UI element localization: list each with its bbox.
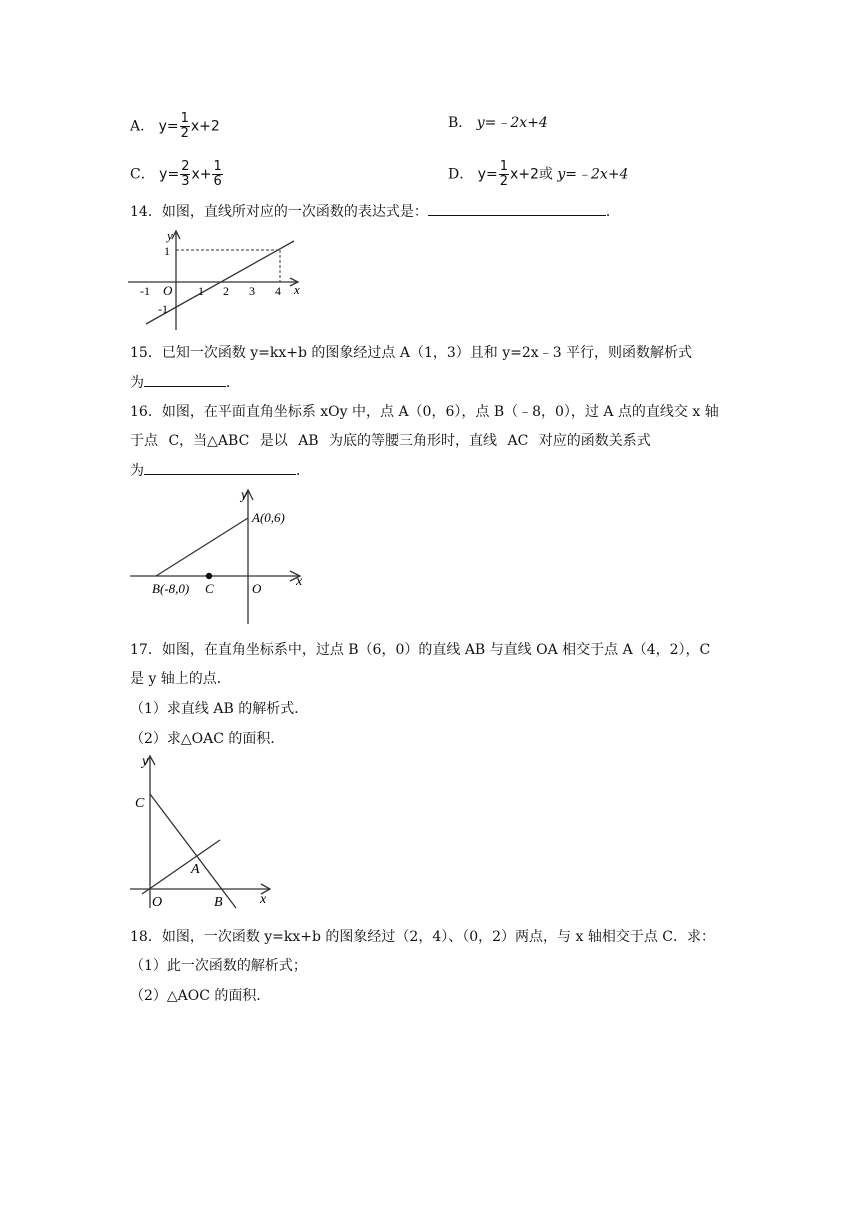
option-d-numerator: 1 (499, 159, 508, 174)
q17-graph (128, 752, 278, 910)
question-18-line-1: 18．如图，一次函数 y=kx+b 的图象经过（2，4）、（0，2）两点，与 x 轴相交于点 C．求： (130, 929, 716, 945)
q17-a-label: A (191, 862, 200, 877)
q14-origin-label: O (163, 283, 173, 298)
q16-origin-label: O (252, 581, 262, 596)
option-c-fraction-1 (180, 160, 190, 189)
q17-b-label: B (214, 895, 223, 910)
option-c-denominator-2: 6 (213, 174, 222, 189)
option-c-numerator-1: 2 (181, 159, 190, 174)
option-c-middle: x+ (191, 166, 212, 183)
q16-point-c (206, 573, 212, 579)
answer-blank-14 (428, 201, 606, 216)
answer-blank-16 (144, 460, 296, 475)
option-b-label: B． (448, 115, 473, 131)
q16-c-label: C (205, 581, 214, 596)
q14-tick-y-1: 1 (164, 244, 170, 258)
option-d-fraction (499, 160, 509, 189)
q17-x-label: x (260, 892, 267, 907)
option-a-label: A． (130, 118, 155, 135)
question-16-line-3 (130, 460, 310, 481)
q14-tick-x-4: 4 (275, 284, 281, 298)
option-d-label: D． (448, 166, 474, 183)
q17-line-oa (142, 840, 220, 894)
q16-y-label: y (241, 488, 248, 503)
option-c-prefix: y= (159, 166, 180, 183)
question-15-line-1: 15．已知一次函数 y=kx+b 的图象经过点 A（1，3）且和 y=2x﹣3 平行，则函数解析式 (130, 345, 693, 361)
question-17-sub-1: （1）求直线 AB 的解析式． (130, 701, 309, 717)
question-15-prefix: 为 (130, 375, 144, 391)
option-d-or: 或 (538, 166, 553, 183)
q14-y-label: y (167, 228, 173, 243)
question-15-line-2 (130, 372, 240, 393)
option-d-denominator: 2 (499, 174, 508, 189)
question-16-line-1: 16．如图，在平面直角坐标系 xOy 中，点 A（0，6），点 B（﹣8，0），过 A 点的直线交 x 轴 (130, 404, 719, 420)
option-c-fraction-2 (212, 160, 222, 189)
question-14 (130, 201, 620, 222)
option-a-suffix: x+2 (190, 118, 220, 135)
q16-segment-ab (156, 518, 248, 576)
option-b-expression: y=﹣2x+4 (476, 115, 548, 131)
question-16-prefix: 为 (130, 463, 144, 479)
option-d (448, 160, 628, 189)
question-16-end: ． (296, 463, 310, 479)
option-a-numerator: 1 (180, 111, 189, 126)
question-15-end: ． (226, 375, 240, 391)
option-d-prefix: y= (477, 166, 498, 183)
q16-graph (128, 484, 308, 626)
option-a (130, 112, 220, 141)
q14-tick-x-2: 2 (223, 284, 229, 298)
option-c-denominator-1: 3 (181, 174, 190, 189)
q14-tick-x-neg1: -1 (140, 284, 150, 298)
question-17-sub-2: （2）求△OAC 的面积． (130, 731, 285, 747)
option-b (448, 113, 548, 133)
q16-x-label: x (296, 574, 303, 589)
option-a-prefix: y= (158, 118, 179, 135)
q16-a-label: A(0,6) (252, 510, 285, 525)
q14-graph (126, 228, 306, 334)
option-d-suffix: x+2 (509, 166, 539, 183)
question-14-end: ． (605, 204, 620, 220)
q17-c-label: C (135, 796, 145, 811)
q17-origin-label: O (152, 895, 163, 910)
question-17-line-2: 是 y 轴上的点． (130, 671, 231, 687)
option-d-alt-expression: y=﹣2x+4 (557, 166, 629, 183)
question-16-line-2: 于点 C，当△ABC 是以 AB 为底的等腰三角形时，直线 AC 对应的函数关系式 (130, 433, 651, 449)
question-17-line-1: 17．如图，在直角坐标系中，过点 B（6，0）的直线 AB 与直线 OA 相交于点 A（4，2），C (130, 642, 711, 658)
option-a-denominator: 2 (180, 126, 189, 141)
q14-tick-x-3: 3 (249, 284, 255, 298)
option-c-numerator-2: 1 (213, 159, 222, 174)
question-18-sub-2: （2）△AOC 的面积． (130, 988, 271, 1004)
q14-tick-x-1: 1 (198, 284, 204, 298)
option-c-label: C． (130, 166, 155, 183)
option-a-fraction (180, 112, 190, 141)
q14-tick-y-neg1: -1 (158, 302, 168, 316)
q16-b-label: B(-8,0) (152, 581, 190, 596)
q17-y-label: y (142, 754, 149, 769)
option-c (130, 160, 224, 189)
q17-line-ab (150, 794, 236, 908)
question-14-text: 14．如图，直线所对应的一次函数的表达式是： (130, 204, 428, 220)
q14-x-label: x (294, 282, 300, 297)
question-18-sub-1: （1）此一次函数的解析式； (130, 958, 307, 974)
answer-blank-15 (144, 372, 226, 387)
